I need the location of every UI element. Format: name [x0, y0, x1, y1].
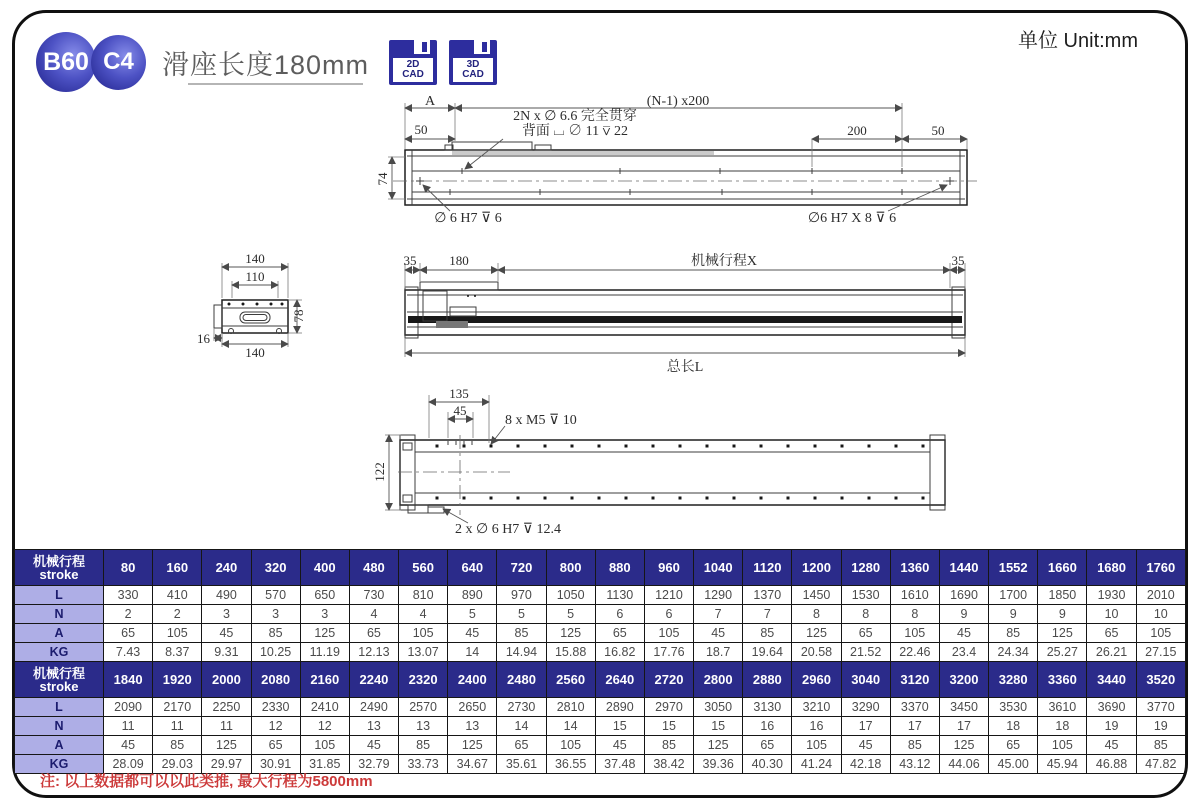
stroke-col: 2480: [497, 662, 546, 698]
spec-cell: 45: [448, 624, 497, 643]
dowel-callout-bottom: 2 x ∅ 6 H7 ⊽ 12.4: [455, 522, 562, 537]
spec-cell: 19: [1136, 717, 1185, 736]
spec-cell: 125: [939, 736, 988, 755]
row-label-kg: KG: [15, 643, 104, 662]
spec-cell: 29.03: [153, 755, 202, 774]
stroke-col: 3120: [890, 662, 939, 698]
spec-cell: 65: [349, 624, 398, 643]
spec-cell: 12: [300, 717, 349, 736]
spec-cell: 3: [251, 605, 300, 624]
spec-cell: 10: [1087, 605, 1136, 624]
stroke-col: 1552: [989, 550, 1038, 586]
spec-cell: 3050: [694, 698, 743, 717]
spec-cell: 125: [202, 736, 251, 755]
spec-cell: 85: [153, 736, 202, 755]
stroke-col: 1840: [104, 662, 153, 698]
stroke-col: 400: [300, 550, 349, 586]
stroke-col: 1120: [743, 550, 792, 586]
spec-cell: 14: [546, 717, 595, 736]
dim-n-pitch: (N-1) x200: [646, 95, 710, 109]
spec-cell: 15: [595, 717, 644, 736]
spec-cell: 46.88: [1087, 755, 1136, 774]
spec-cell: 490: [202, 586, 251, 605]
stroke-col: 320: [251, 550, 300, 586]
stroke-col: 3520: [1136, 662, 1185, 698]
spec-cell: 7.43: [104, 643, 153, 662]
spec-cell: 65: [497, 736, 546, 755]
model-badge: B60: [36, 32, 96, 92]
dim-110: 110: [245, 269, 265, 284]
spec-cell: 17: [890, 717, 939, 736]
dim-50-right: 50: [931, 123, 945, 138]
stroke-col: 480: [349, 550, 398, 586]
stroke-col: 1360: [890, 550, 939, 586]
spec-cell: 85: [1136, 736, 1185, 755]
spec-cell: 3370: [890, 698, 939, 717]
cad-2d-line2: CAD: [402, 68, 424, 80]
spec-cell: 7: [743, 605, 792, 624]
spec-cell: 3210: [792, 698, 841, 717]
spec-cell: 125: [300, 624, 349, 643]
spec-cell: 16.82: [595, 643, 644, 662]
stroke-col: 3040: [841, 662, 890, 698]
stroke-col: 3440: [1087, 662, 1136, 698]
dowel-callout-left: ∅ 6 H7 ⊽ 6: [434, 211, 502, 226]
spec-cell: 32.79: [349, 755, 398, 774]
spec-cell: 2730: [497, 698, 546, 717]
spec-cell: 3130: [743, 698, 792, 717]
spec-cell: 105: [546, 736, 595, 755]
spec-cell: 23.4: [939, 643, 988, 662]
spec-cell: 42.18: [841, 755, 890, 774]
spec-cell: 12: [251, 717, 300, 736]
spec-cell: 11: [104, 717, 153, 736]
stroke-col: 2240: [349, 662, 398, 698]
spec-cell: 25.27: [1038, 643, 1087, 662]
cad-3d-icon[interactable]: [449, 40, 497, 85]
row-label-n: N: [15, 605, 104, 624]
spec-cell: 2010: [1136, 586, 1185, 605]
spec-cell: 6: [644, 605, 693, 624]
floppy-slot: [482, 42, 487, 52]
spec-cell: 47.82: [1136, 755, 1185, 774]
cad-2d-icon[interactable]: [389, 40, 437, 85]
spec-cell: 125: [546, 624, 595, 643]
spec-cell: 1290: [694, 586, 743, 605]
spec-table-container: [14, 549, 1186, 774]
spec-cell: 36.55: [546, 755, 595, 774]
spec-cell: 4: [399, 605, 448, 624]
stroke-col: 2320: [399, 662, 448, 698]
spec-cell: 45: [349, 736, 398, 755]
spec-cell: 2: [104, 605, 153, 624]
stroke-col: 2800: [694, 662, 743, 698]
spec-cell: 85: [743, 624, 792, 643]
row-label-l: L: [15, 586, 104, 605]
spec-cell: 3530: [989, 698, 1038, 717]
spec-cell: 44.06: [939, 755, 988, 774]
spec-cell: 41.24: [792, 755, 841, 774]
stroke-col: 2640: [595, 662, 644, 698]
spec-cell: 21.52: [841, 643, 890, 662]
stroke-col: 640: [448, 550, 497, 586]
spec-cell: 2650: [448, 698, 497, 717]
footnote: 注: 以上数据都可以以此类推, 最大行程为5800mm: [40, 773, 373, 790]
spec-cell: 125: [448, 736, 497, 755]
stroke-col: 2880: [743, 662, 792, 698]
spec-cell: 1370: [743, 586, 792, 605]
spec-cell: 3: [202, 605, 251, 624]
spec-cell: 9: [1038, 605, 1087, 624]
spec-cell: 2330: [251, 698, 300, 717]
spec-cell: 17: [841, 717, 890, 736]
spec-cell: 8: [841, 605, 890, 624]
spec-cell: 45: [841, 736, 890, 755]
spec-cell: 8.37: [153, 643, 202, 662]
top-view-drawing: [375, 95, 977, 226]
row-label-kg: KG: [15, 755, 104, 774]
spec-cell: 1850: [1038, 586, 1087, 605]
spec-cell: 1700: [989, 586, 1038, 605]
spec-cell: 18: [1038, 717, 1087, 736]
side-view-drawing: [404, 252, 966, 375]
row-label-n: N: [15, 717, 104, 736]
unit-label: 单位 Unit:mm: [1018, 30, 1138, 52]
spec-cell: 65: [989, 736, 1038, 755]
spec-cell: 85: [251, 624, 300, 643]
spec-cell: 1690: [939, 586, 988, 605]
spec-cell: 2970: [644, 698, 693, 717]
spec-cell: 17: [939, 717, 988, 736]
spec-cell: 105: [399, 624, 448, 643]
spec-cell: 15: [644, 717, 693, 736]
row-label-a: A: [15, 736, 104, 755]
spec-cell: 85: [399, 736, 448, 755]
spec-cell: 890: [448, 586, 497, 605]
spec-cell: 27.15: [1136, 643, 1185, 662]
spec-cell: 2490: [349, 698, 398, 717]
stroke-col: 3200: [939, 662, 988, 698]
spec-cell: 105: [890, 624, 939, 643]
spec-cell: 45: [202, 624, 251, 643]
floppy-slot: [422, 42, 427, 52]
spec-cell: 7: [694, 605, 743, 624]
spec-cell: 15: [694, 717, 743, 736]
dim-180: 180: [449, 253, 469, 268]
spec-cell: 65: [841, 624, 890, 643]
spec-cell: 65: [251, 736, 300, 755]
spec-cell: 39.36: [694, 755, 743, 774]
spec-cell: 1130: [595, 586, 644, 605]
spec-cell: 13.07: [399, 643, 448, 662]
stroke-col: 3360: [1038, 662, 1087, 698]
dim-140-top: 140: [245, 251, 265, 266]
dim-74: 74: [375, 172, 390, 186]
stroke-col: 2000: [202, 662, 251, 698]
spec-cell: 20.58: [792, 643, 841, 662]
stroke-col: 2160: [300, 662, 349, 698]
spec-cell: 65: [1087, 624, 1136, 643]
dim-a: A: [424, 95, 436, 109]
spec-cell: 2090: [104, 698, 153, 717]
stroke-header: 机械行程 stroke: [15, 550, 104, 586]
spec-cell: 6: [595, 605, 644, 624]
variant-badge: C4: [91, 35, 146, 90]
spec-cell: 125: [694, 736, 743, 755]
cad-3d-line1: 3D: [466, 58, 480, 70]
spec-cell: 15.88: [546, 643, 595, 662]
spec-cell: 16: [743, 717, 792, 736]
dim-122: 122: [372, 462, 387, 482]
spec-cell: 26.21: [1087, 643, 1136, 662]
spec-cell: 16: [792, 717, 841, 736]
spec-cell: 2570: [399, 698, 448, 717]
spec-cell: 34.67: [448, 755, 497, 774]
spec-cell: 24.34: [989, 643, 1038, 662]
spec-cell: 19: [1087, 717, 1136, 736]
spec-cell: 14: [497, 717, 546, 736]
spec-cell: 22.46: [890, 643, 939, 662]
stroke-col: 3280: [989, 662, 1038, 698]
spec-cell: 38.42: [644, 755, 693, 774]
cad-3d-label: [453, 58, 493, 82]
spec-cell: 2890: [595, 698, 644, 717]
dim-35-right: 35: [951, 253, 965, 268]
spec-cell: 11.19: [300, 643, 349, 662]
spec-cell: 35.61: [497, 755, 546, 774]
page-title: 滑座长度180mm: [162, 43, 369, 82]
spec-cell: 3450: [939, 698, 988, 717]
spec-cell: 43.12: [890, 755, 939, 774]
spec-cell: 125: [792, 624, 841, 643]
cad-2d-line1: 2D: [406, 58, 420, 70]
cad-3d-line2: CAD: [462, 68, 484, 80]
spec-cell: 10: [1136, 605, 1185, 624]
spec-cell: 105: [153, 624, 202, 643]
spec-cell: 2250: [202, 698, 251, 717]
m5-callout: 8 x M5 ⊽ 10: [505, 413, 577, 428]
stroke-col: 800: [546, 550, 595, 586]
spec-cell: 730: [349, 586, 398, 605]
spec-cell: 28.09: [104, 755, 153, 774]
dim-200: 200: [847, 123, 867, 138]
stroke-col: 80: [104, 550, 153, 586]
stroke-col: 1280: [841, 550, 890, 586]
spec-cell: 1210: [644, 586, 693, 605]
spec-cell: 1450: [792, 586, 841, 605]
stroke-col: 2720: [644, 662, 693, 698]
spec-cell: 105: [1136, 624, 1185, 643]
spec-cell: 85: [497, 624, 546, 643]
spec-cell: 650: [300, 586, 349, 605]
spec-cell: 570: [251, 586, 300, 605]
spec-cell: 45: [939, 624, 988, 643]
spec-cell: 33.73: [399, 755, 448, 774]
spec-cell: 10.25: [251, 643, 300, 662]
spec-cell: 2410: [300, 698, 349, 717]
header: [36, 32, 497, 92]
bottom-view-drawing: [372, 386, 945, 537]
dim-78: 78: [291, 309, 306, 323]
spec-cell: 9: [939, 605, 988, 624]
spec-cell: 14: [448, 643, 497, 662]
stroke-x-label: 机械行程X: [690, 254, 758, 269]
stroke-col: 1760: [1136, 550, 1185, 586]
spec-cell: 45.94: [1038, 755, 1087, 774]
spec-cell: 5: [448, 605, 497, 624]
mounting-holes-row-bottom: [436, 497, 925, 500]
spec-cell: 1610: [890, 586, 939, 605]
stroke-header: 机械行程 stroke: [15, 662, 104, 698]
stroke-col: 1660: [1038, 550, 1087, 586]
spec-cell: 85: [989, 624, 1038, 643]
row-label-a: A: [15, 624, 104, 643]
top-holes-callout-1: 2N x ∅ 6.6 完全贯穿: [513, 109, 637, 124]
spec-cell: 65: [595, 624, 644, 643]
spec-table-body: [15, 550, 1186, 774]
spec-cell: 40.30: [743, 755, 792, 774]
spec-cell: 18: [989, 717, 1038, 736]
spec-cell: 3690: [1087, 698, 1136, 717]
spec-cell: 45: [595, 736, 644, 755]
stroke-col: 2080: [251, 662, 300, 698]
spec-cell: 45: [104, 736, 153, 755]
stroke-col: 1200: [792, 550, 841, 586]
dim-45: 45: [453, 403, 467, 418]
spec-cell: 410: [153, 586, 202, 605]
spec-cell: 1930: [1087, 586, 1136, 605]
dim-135: 135: [449, 386, 469, 401]
total-length-label: 总长L: [666, 360, 704, 375]
spec-cell: 4: [349, 605, 398, 624]
cross-section-drawing: [197, 251, 306, 360]
spec-cell: 19.64: [743, 643, 792, 662]
spec-cell: 2810: [546, 698, 595, 717]
spec-cell: 2: [153, 605, 202, 624]
spec-cell: 29.97: [202, 755, 251, 774]
spec-cell: 85: [644, 736, 693, 755]
dim-50-left: 50: [414, 122, 428, 137]
spec-cell: 65: [104, 624, 153, 643]
stroke-col: 1040: [694, 550, 743, 586]
spec-cell: 8: [792, 605, 841, 624]
spec-cell: 3770: [1136, 698, 1185, 717]
spec-cell: 1530: [841, 586, 890, 605]
spec-cell: 45: [694, 624, 743, 643]
spec-cell: 14.94: [497, 643, 546, 662]
spec-cell: 45: [1087, 736, 1136, 755]
cad-links: [389, 40, 497, 85]
spec-cell: 65: [743, 736, 792, 755]
stroke-col: 1920: [153, 662, 202, 698]
spec-cell: 8: [890, 605, 939, 624]
dim-140-bottom: 140: [245, 345, 265, 360]
stroke-col: 960: [644, 550, 693, 586]
cad-2d-label: [393, 58, 433, 82]
spec-cell: 2170: [153, 698, 202, 717]
spec-cell: 37.48: [595, 755, 644, 774]
spec-cell: 330: [104, 586, 153, 605]
dim-16: 16: [197, 331, 210, 346]
spec-cell: 12.13: [349, 643, 398, 662]
spec-cell: 125: [1038, 624, 1087, 643]
spec-cell: 105: [792, 736, 841, 755]
spec-cell: 31.85: [300, 755, 349, 774]
spec-cell: 970: [497, 586, 546, 605]
spec-cell: 18.7: [694, 643, 743, 662]
spec-cell: 11: [202, 717, 251, 736]
stroke-col: 720: [497, 550, 546, 586]
spec-table: [14, 549, 1186, 774]
spec-cell: 105: [1038, 736, 1087, 755]
stroke-col: 240: [202, 550, 251, 586]
spec-cell: 810: [399, 586, 448, 605]
stroke-col: 560: [399, 550, 448, 586]
spec-cell: 3610: [1038, 698, 1087, 717]
stroke-col: 1680: [1087, 550, 1136, 586]
spec-cell: 5: [497, 605, 546, 624]
stroke-col: 2960: [792, 662, 841, 698]
spec-cell: 17.76: [644, 643, 693, 662]
row-label-l: L: [15, 698, 104, 717]
top-holes-callout-2: 背面 ⌴ ∅ 11 ⊽ 22: [521, 124, 629, 139]
spec-cell: 13: [399, 717, 448, 736]
spec-cell: 85: [890, 736, 939, 755]
spec-cell: 30.91: [251, 755, 300, 774]
spec-cell: 9.31: [202, 643, 251, 662]
dowel-callout-right: ∅6 H7 X 8 ⊽ 6: [807, 211, 897, 226]
stroke-col: 1440: [939, 550, 988, 586]
stroke-col: 160: [153, 550, 202, 586]
dim-35-left: 35: [403, 253, 417, 268]
spec-cell: 5: [546, 605, 595, 624]
spec-cell: 3290: [841, 698, 890, 717]
stroke-col: 2400: [448, 662, 497, 698]
spec-cell: 13: [448, 717, 497, 736]
spec-cell: 9: [989, 605, 1038, 624]
spec-cell: 13: [349, 717, 398, 736]
spec-cell: 1050: [546, 586, 595, 605]
spec-cell: 105: [300, 736, 349, 755]
spec-cell: 105: [644, 624, 693, 643]
mounting-holes-row-top: [436, 445, 925, 448]
technical-drawing: [0, 95, 1200, 547]
spec-cell: 3: [300, 605, 349, 624]
stroke-col: 2560: [546, 662, 595, 698]
spec-cell: 11: [153, 717, 202, 736]
stroke-col: 880: [595, 550, 644, 586]
spec-cell: 45.00: [989, 755, 1038, 774]
